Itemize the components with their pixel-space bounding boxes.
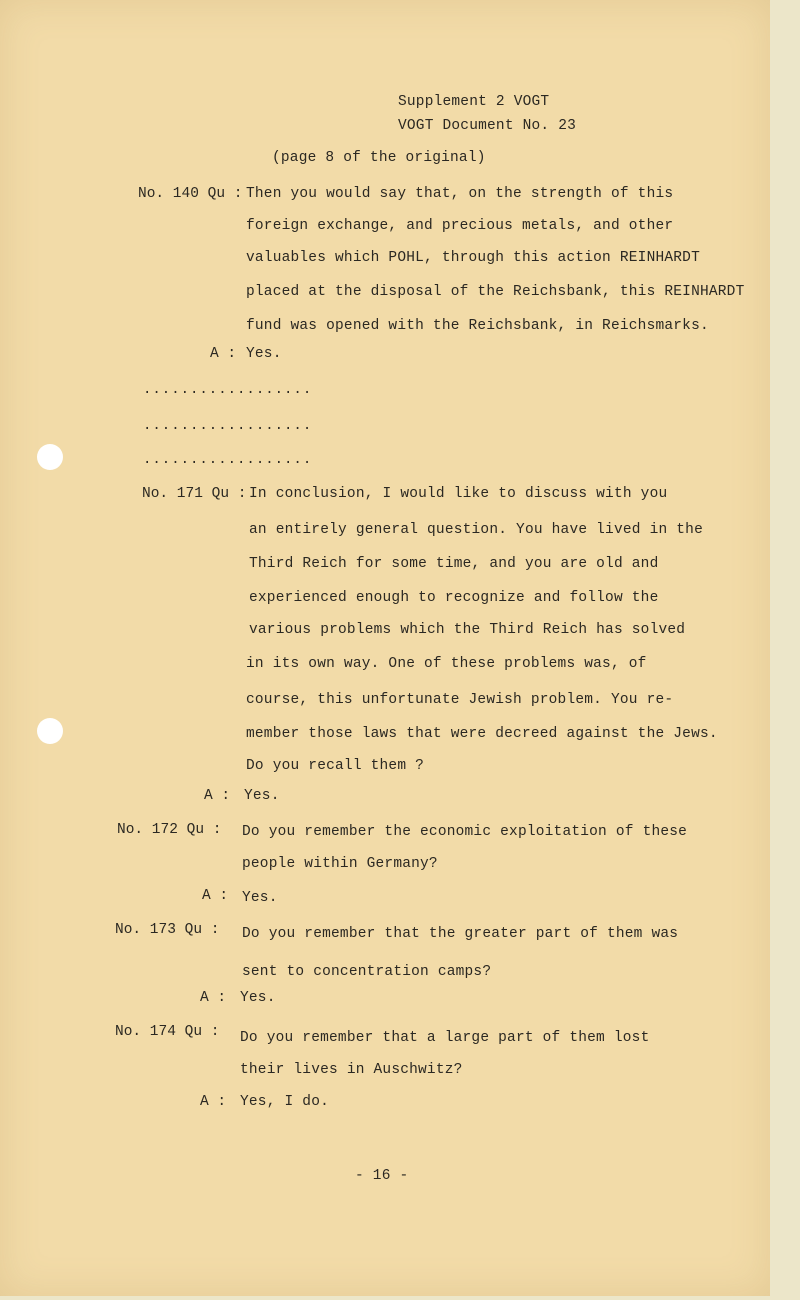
- answer-label: A :: [202, 888, 229, 904]
- answer-text: Yes, I do.: [240, 1094, 330, 1110]
- punch-hole: [37, 718, 63, 744]
- answer-label: A :: [204, 788, 231, 804]
- question-line: valuables which POHL, through this action REINHARDT: [246, 250, 700, 266]
- supplement-header: Supplement 2 VOGT: [398, 94, 550, 110]
- question-label: No. 173 Qu :: [115, 922, 220, 938]
- question-line: their lives in Auschwitz?: [240, 1062, 463, 1078]
- answer-label: A :: [200, 990, 227, 1006]
- question-label: No. 171 Qu :: [142, 486, 247, 502]
- page-number: - 16 -: [355, 1168, 409, 1184]
- question-line: Third Reich for some time, and you are old and: [249, 556, 659, 572]
- question-line: member those laws that were decreed against the Jews.: [246, 726, 718, 742]
- answer-label: A :: [200, 1094, 227, 1110]
- question-line: various problems which the Third Reich has solved: [249, 622, 686, 638]
- question-line: foreign exchange, and precious metals, and other: [246, 218, 674, 234]
- punch-hole: [37, 444, 63, 470]
- question-line: Do you remember that a large part of them lost: [240, 1030, 650, 1046]
- question-line: Do you remember the economic exploitation of these: [242, 824, 688, 840]
- answer-text: Yes.: [240, 990, 276, 1006]
- question-line: placed at the disposal of the Reichsbank, this REINHARDT: [246, 284, 745, 300]
- question-label: No. 174 Qu :: [115, 1024, 220, 1040]
- question-line: Do you remember that the greater part of them was: [242, 926, 679, 942]
- question-line: Do you recall them ?: [246, 758, 425, 774]
- question-line: Then you would say that, on the strength of this: [246, 186, 674, 202]
- answer-label: A :: [210, 346, 237, 362]
- question-line: course, this unfortunate Jewish problem. You re-: [246, 692, 674, 708]
- answer-text: Yes.: [244, 788, 280, 804]
- ellipsis-line: ..................: [143, 452, 313, 468]
- question-line: people within Germany?: [242, 856, 438, 872]
- ellipsis-line: ..................: [143, 382, 313, 398]
- document-number: VOGT Document No. 23: [398, 118, 577, 134]
- question-line: fund was opened with the Reichsbank, in Reichsmarks.: [246, 318, 709, 334]
- page-note: (page 8 of the original): [272, 150, 486, 166]
- question-line: in its own way. One of these problems was, of: [246, 656, 647, 672]
- answer-text: Yes.: [242, 890, 278, 906]
- question-line: experienced enough to recognize and follow the: [249, 590, 659, 606]
- ellipsis-line: ..................: [143, 418, 313, 434]
- question-line: an entirely general question. You have lived in the: [249, 522, 703, 538]
- question-label: No. 172 Qu :: [117, 822, 222, 838]
- answer-text: Yes.: [246, 346, 282, 362]
- question-line: sent to concentration camps?: [242, 964, 492, 980]
- question-label: No. 140 Qu :: [138, 186, 243, 202]
- question-line: In conclusion, I would like to discuss with you: [249, 486, 668, 502]
